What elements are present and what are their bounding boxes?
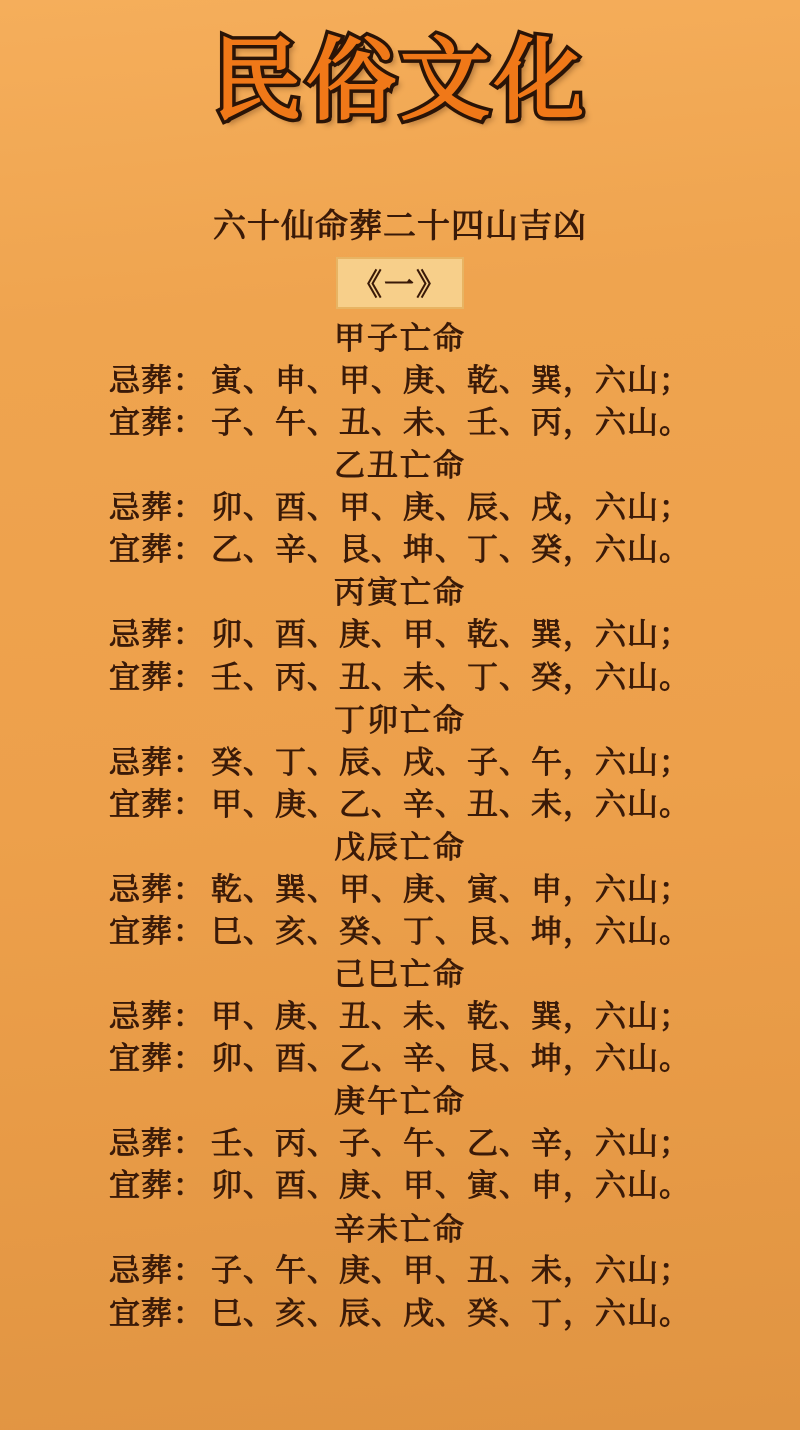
prefer-value: 壬、丙、丑、未、丁、癸，六山。 bbox=[211, 659, 691, 696]
avoid-label: 忌葬： bbox=[109, 871, 205, 908]
entry-row-avoid bbox=[0, 1123, 800, 1165]
avoid-label: 忌葬： bbox=[109, 490, 205, 527]
entry-row-prefer bbox=[0, 657, 800, 699]
entry-row-avoid bbox=[0, 360, 800, 402]
list-item bbox=[0, 955, 800, 1080]
document-subheading: 六十仙命葬二十四山吉凶 bbox=[213, 206, 587, 245]
list-item bbox=[0, 828, 800, 953]
list-item bbox=[0, 1210, 800, 1335]
entry-row-avoid bbox=[0, 487, 800, 529]
avoid-value: 乾、巽、甲、庚、寅、申，六山； bbox=[211, 871, 691, 908]
entry-title: 甲子亡命 bbox=[334, 321, 466, 357]
entry-title: 丙寅亡命 bbox=[334, 575, 466, 612]
prefer-label: 宜葬： bbox=[109, 913, 205, 950]
avoid-label: 忌葬： bbox=[109, 1253, 205, 1290]
prefer-label: 宜葬： bbox=[109, 659, 205, 696]
entry-row-prefer bbox=[0, 911, 800, 953]
avoid-label: 忌葬： bbox=[109, 1126, 205, 1163]
prefer-value: 巳、亥、癸、丁、艮、坤，六山。 bbox=[211, 913, 691, 950]
avoid-value: 壬、丙、子、午、乙、辛，六山； bbox=[211, 1126, 691, 1163]
entry-title: 辛未亡命 bbox=[334, 1211, 466, 1248]
avoid-value: 甲、庚、丑、未、乾、巽，六山； bbox=[211, 999, 691, 1035]
page-title: 民俗文化 bbox=[212, 28, 588, 133]
entry-row-prefer bbox=[0, 784, 800, 826]
entry-title: 己巳亡命 bbox=[334, 957, 466, 994]
avoid-value: 子、午、庚、甲、丑、未，六山； bbox=[211, 1253, 691, 1290]
entry-row-prefer bbox=[0, 529, 800, 571]
prefer-value: 乙、辛、艮、坤、丁、癸，六山。 bbox=[211, 532, 691, 569]
prefer-value: 卯、酉、庚、甲、寅、申，六山。 bbox=[211, 1168, 691, 1205]
prefer-label: 宜葬： bbox=[109, 532, 205, 569]
entry-title: 戊辰亡命 bbox=[334, 829, 466, 866]
entry-row-prefer bbox=[0, 1293, 800, 1335]
list-item bbox=[0, 573, 800, 698]
avoid-value: 癸、丁、辰、戌、子、午，六山； bbox=[211, 744, 691, 781]
prefer-label: 宜葬： bbox=[109, 786, 205, 823]
masthead bbox=[0, 28, 800, 154]
entry-list bbox=[0, 319, 800, 1337]
avoid-label: 忌葬： bbox=[109, 362, 205, 399]
prefer-label: 宜葬： bbox=[109, 1041, 205, 1078]
avoid-label: 忌葬： bbox=[109, 744, 205, 781]
entry-row-avoid bbox=[0, 869, 800, 911]
avoid-value: 卯、酉、庚、甲、乾、巽，六山； bbox=[211, 617, 691, 654]
entry-row-prefer bbox=[0, 1165, 800, 1207]
avoid-label: 忌葬： bbox=[109, 617, 205, 654]
entry-title: 丁卯亡命 bbox=[334, 702, 466, 739]
part-badge-container bbox=[336, 257, 464, 309]
avoid-value: 寅、申、甲、庚、乾、巽，六山； bbox=[211, 362, 691, 399]
prefer-value: 甲、庚、乙、辛、丑、未，六山。 bbox=[211, 786, 691, 823]
entry-row-prefer bbox=[0, 1038, 800, 1080]
avoid-label: 忌葬： bbox=[109, 999, 205, 1035]
entry-title: 乙丑亡命 bbox=[334, 448, 466, 485]
list-item bbox=[0, 319, 800, 444]
prefer-label: 宜葬： bbox=[109, 1168, 205, 1205]
list-item bbox=[0, 701, 800, 826]
prefer-value: 巳、亥、辰、戌、癸、丁，六山。 bbox=[211, 1295, 691, 1332]
entry-title: 庚午亡命 bbox=[334, 1084, 466, 1121]
entry-row-avoid bbox=[0, 996, 800, 1038]
part-badge: 《一》 bbox=[336, 257, 464, 309]
prefer-value: 子、午、丑、未、壬、丙，六山。 bbox=[211, 405, 691, 442]
prefer-value: 卯、酉、乙、辛、艮、坤，六山。 bbox=[211, 1041, 691, 1078]
prefer-label: 宜葬： bbox=[109, 1295, 205, 1332]
list-item bbox=[0, 1082, 800, 1207]
prefer-label: 宜葬： bbox=[109, 405, 205, 442]
entry-row-prefer bbox=[0, 402, 800, 444]
entry-row-avoid bbox=[0, 1250, 800, 1292]
avoid-value: 卯、酉、甲、庚、辰、戌，六山； bbox=[211, 490, 691, 527]
entry-row-avoid bbox=[0, 742, 800, 784]
list-item bbox=[0, 446, 800, 571]
entry-row-avoid bbox=[0, 614, 800, 656]
